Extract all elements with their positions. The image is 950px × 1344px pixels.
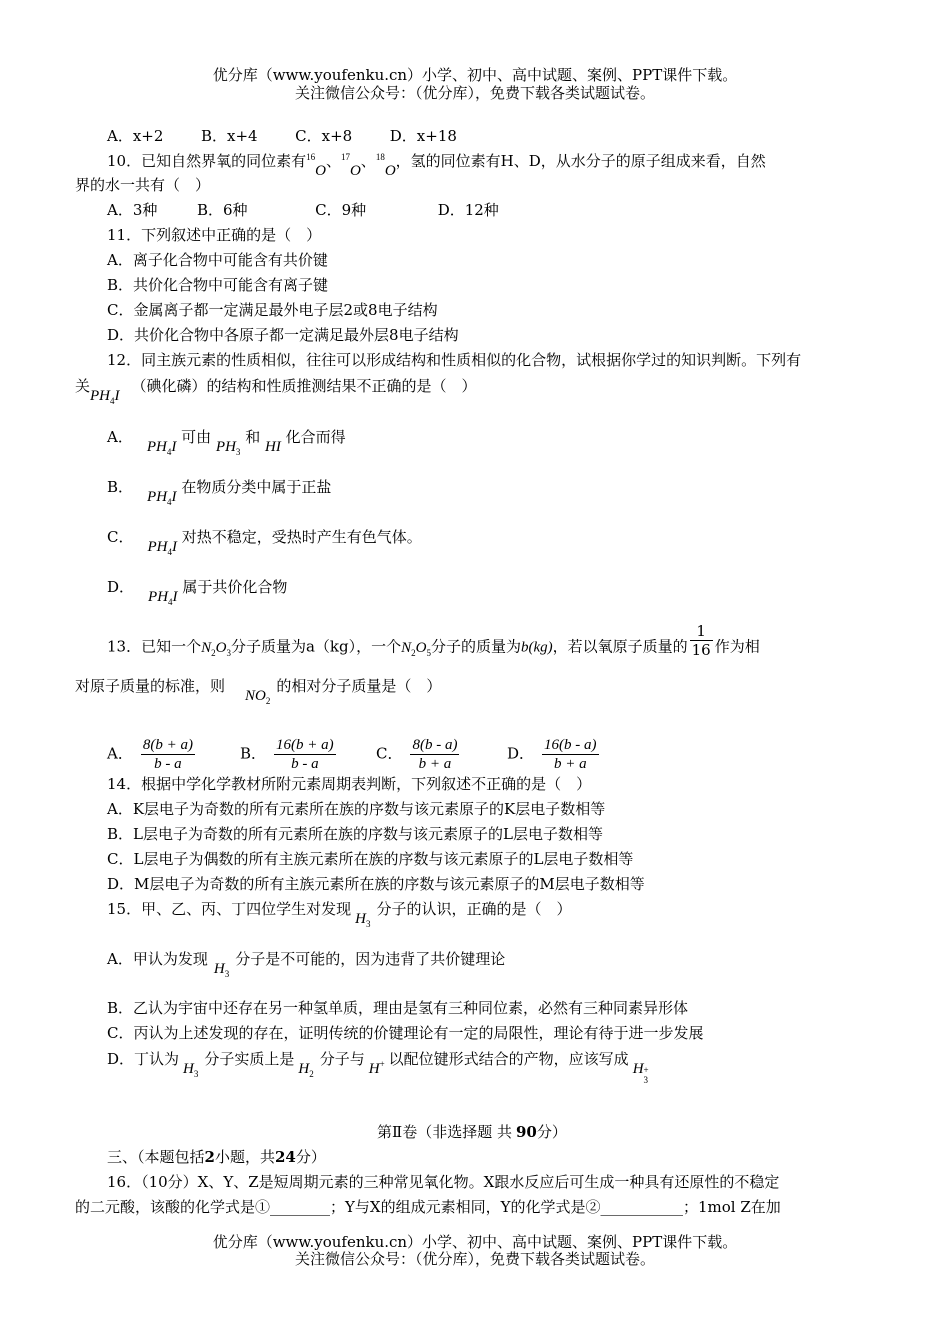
footer-line-1: 优分库（www.youfenku.cn）小学、初中、高中试题、案例、PPT课件下载。	[212, 1233, 738, 1251]
q11-option-b: B．共价化合物中可能含有离子键	[107, 276, 329, 294]
o16-isotope: $^{16}$O	[306, 152, 326, 179]
q13-option-a: A． $\frac{8(b + a)}{b - a}$	[107, 737, 193, 772]
q12-option-d: D．$PH_4I$ 属于共价化合物	[107, 578, 288, 607]
mass-b-kg: b(kg)	[520, 639, 553, 656]
footer-line-2: 关注微信公众号：（优分库），免费下载各类试题试卷。	[294, 1250, 655, 1268]
formula-h-plus: H+	[368, 1059, 385, 1077]
q15-stem: 15．甲、乙、丙、丁四位学生对发现$H_3$分子的认识，正确的是（ ）	[107, 900, 572, 929]
q10-options	[107, 201, 499, 219]
q11-option-a: A．离子化合物中可能含有共价键	[107, 251, 328, 269]
formula-ph4i: $PH_4I$	[90, 388, 120, 406]
part2-heading: 第Ⅱ卷（非选择题 共 90分）	[377, 1123, 567, 1141]
q16-line2: 的二元酸，该酸的化学式是①________；Y与X的组成元素相同，Y的化学式是②___________；1mol Z在加	[75, 1198, 781, 1216]
formula-ph4i: $PH_4I$	[147, 489, 177, 507]
q9-option-b: B．x+4	[200, 127, 258, 145]
q9-option-a: A．x+2	[107, 127, 164, 145]
o17-isotope: $^{17}$O	[340, 152, 361, 179]
o18-isotope: $^{18}$O	[375, 152, 396, 179]
q15-option-c: C．丙认为上述发现的存在，证明传统的价键理论有一定的局限性，理论有待于进一步发展	[107, 1024, 704, 1042]
formula-ph4i: $PH_4I$	[146, 439, 177, 457]
q16-line1: 16．（10分）X、Y、Z是短周期元素的三种常见氧化物。X跟水反应后可生成一种具有还原性的不稳定	[107, 1173, 780, 1191]
q15-option-a: A．甲认为发现$H_3$分子是不可能的，因为违背了共价键理论	[107, 950, 506, 979]
q11-option-d: D．共价化合物中各原子都一定满足最外层8电子结构	[107, 326, 459, 344]
q12-option-c: C．$PH_4I$ 对热不稳定，受热时产生有色气体。	[107, 528, 422, 557]
q13-option-c: C． $\frac{8(b - a)}{b + a}$	[376, 737, 458, 772]
q15-option-d: D．丁认为$H_3$分子实质上是$H_2$分子与H+ 以配位键形式结合的产物，应该写成H + 3	[107, 1050, 652, 1070]
q12-stem-line1: 12．同主族元素的性质相似，往往可以形成结构和性质相似的化合物，试根据你学过的知识判断。下列有	[107, 351, 802, 369]
formula-ph4i: $PH_4I$	[148, 589, 178, 607]
q13-stem-line1: 13．已知一个$N_2O_3$分子质量为a（kg），一个$N_2O_5$分子的质量为b(kg)，若以氧原子质量的 $\frac{1}{16}$ 作为相	[107, 622, 760, 659]
q10-sep: 、	[325, 152, 341, 170]
q14-option-d: D．M层电子为奇数的所有主族元素所在族的序数与该元素原子的M层电子数相等	[107, 875, 645, 893]
q10-option-b: B．6种	[196, 201, 248, 219]
formula-ph4i: $PH_4I$	[147, 539, 177, 557]
q14-option-b: B．L层电子为奇数的所有元素所在族的序数与该元素原子的L层电子数相等	[107, 825, 603, 843]
fraction-option-d: $\frac{16(b - a)}{b + a}$	[544, 737, 597, 772]
formula-h3-plus: H + 3	[632, 1061, 649, 1085]
formula-n2o3: $N_2O_3$	[201, 639, 231, 658]
formula-h3: $H_3$	[183, 1061, 199, 1079]
q10-option-c: C．9种	[315, 201, 367, 219]
q12-option-a: A．$PH_4I$ 可由 $PH_3$ 和 HI 化合而得	[107, 428, 346, 457]
header-line-2: 关注微信公众号：（优分库），免费下载各类试题试卷。	[294, 84, 655, 102]
formula-h3: $H_3$	[355, 911, 371, 929]
q10-stem-line1	[107, 152, 766, 179]
q11-stem: 11．下列叙述中正确的是（ ）	[107, 226, 322, 244]
fraction-option-b: $\frac{16(b + a)}{b - a}$	[276, 737, 334, 772]
q14-option-a: A．K层电子为奇数的所有元素所在族的序数与该元素原子的K层电子数相等	[107, 800, 606, 818]
q15-option-b: B．乙认为宇宙中还存在另一种氢单质，理由是氢有三种同位素，必然有三种同素异形体	[107, 999, 689, 1017]
q14-option-c: C．L层电子为偶数的所有主族元素所在族的序数与该元素原子的L层电子数相等	[107, 850, 634, 868]
formula-no2: $NO_2$	[245, 688, 271, 706]
formula-hi: HI	[265, 439, 281, 455]
q11-option-c: C．金属离子都一定满足最外电子层2或8电子结构	[107, 301, 438, 319]
q10-sep: 、	[360, 152, 376, 170]
fraction-option-c: $\frac{8(b - a)}{b + a}$	[412, 737, 458, 772]
q9-option-c: C．x+8	[295, 127, 353, 145]
q12-option-b: B．$PH_4I$ 在物质分类中属于正盐	[107, 478, 332, 507]
section3-heading: 三、（本题包括2小题，共24分）	[107, 1148, 326, 1166]
header-line-1: 优分库（www.youfenku.cn）小学、初中、高中试题、案例、PPT课件下载。	[212, 66, 738, 84]
q9-options	[107, 127, 457, 145]
formula-h3: $H_3$	[213, 961, 230, 979]
q14-stem: 14．根据中学化学教材所附元素周期表判断，下列叙述不正确的是（ ）	[107, 775, 592, 793]
q12-stem-line2	[75, 377, 477, 406]
formula-ph3: $PH_3$	[215, 439, 241, 457]
q10-stem-line2: 界的水一共有（ ）	[75, 176, 211, 194]
q12-text-post: （碘化磷）的结构和性质推测结果不正确的是（ ）	[131, 377, 477, 395]
q12-text-pre: 关	[75, 377, 91, 395]
q9-option-d: D．x+18	[389, 127, 457, 145]
fraction-option-a: $\frac{8(b + a)}{b - a}$	[142, 737, 193, 772]
fraction-one-sixteenth: $\frac{1}{16}$	[691, 622, 711, 659]
q13-option-d: D． $\frac{16(b - a)}{b + a}$	[507, 737, 597, 772]
q13-stem-line2: 对原子质量的标准，则$NO_2$的相对分子质量是（ ）	[75, 677, 442, 706]
q13-option-b: B． $\frac{16(b + a)}{b - a}$	[240, 737, 334, 772]
q10-option-d: D．12种	[437, 201, 499, 219]
formula-h2: $H_2$	[298, 1061, 314, 1079]
q10-text-post: ，氢的同位素有H、D，从水分子的原子组成来看，自然	[395, 152, 766, 170]
q10-option-a: A．3种	[107, 201, 158, 219]
q10-text-pre: 10．已知自然界氧的同位素有	[107, 152, 307, 170]
formula-n2o5: $N_2O_5$	[401, 639, 431, 658]
